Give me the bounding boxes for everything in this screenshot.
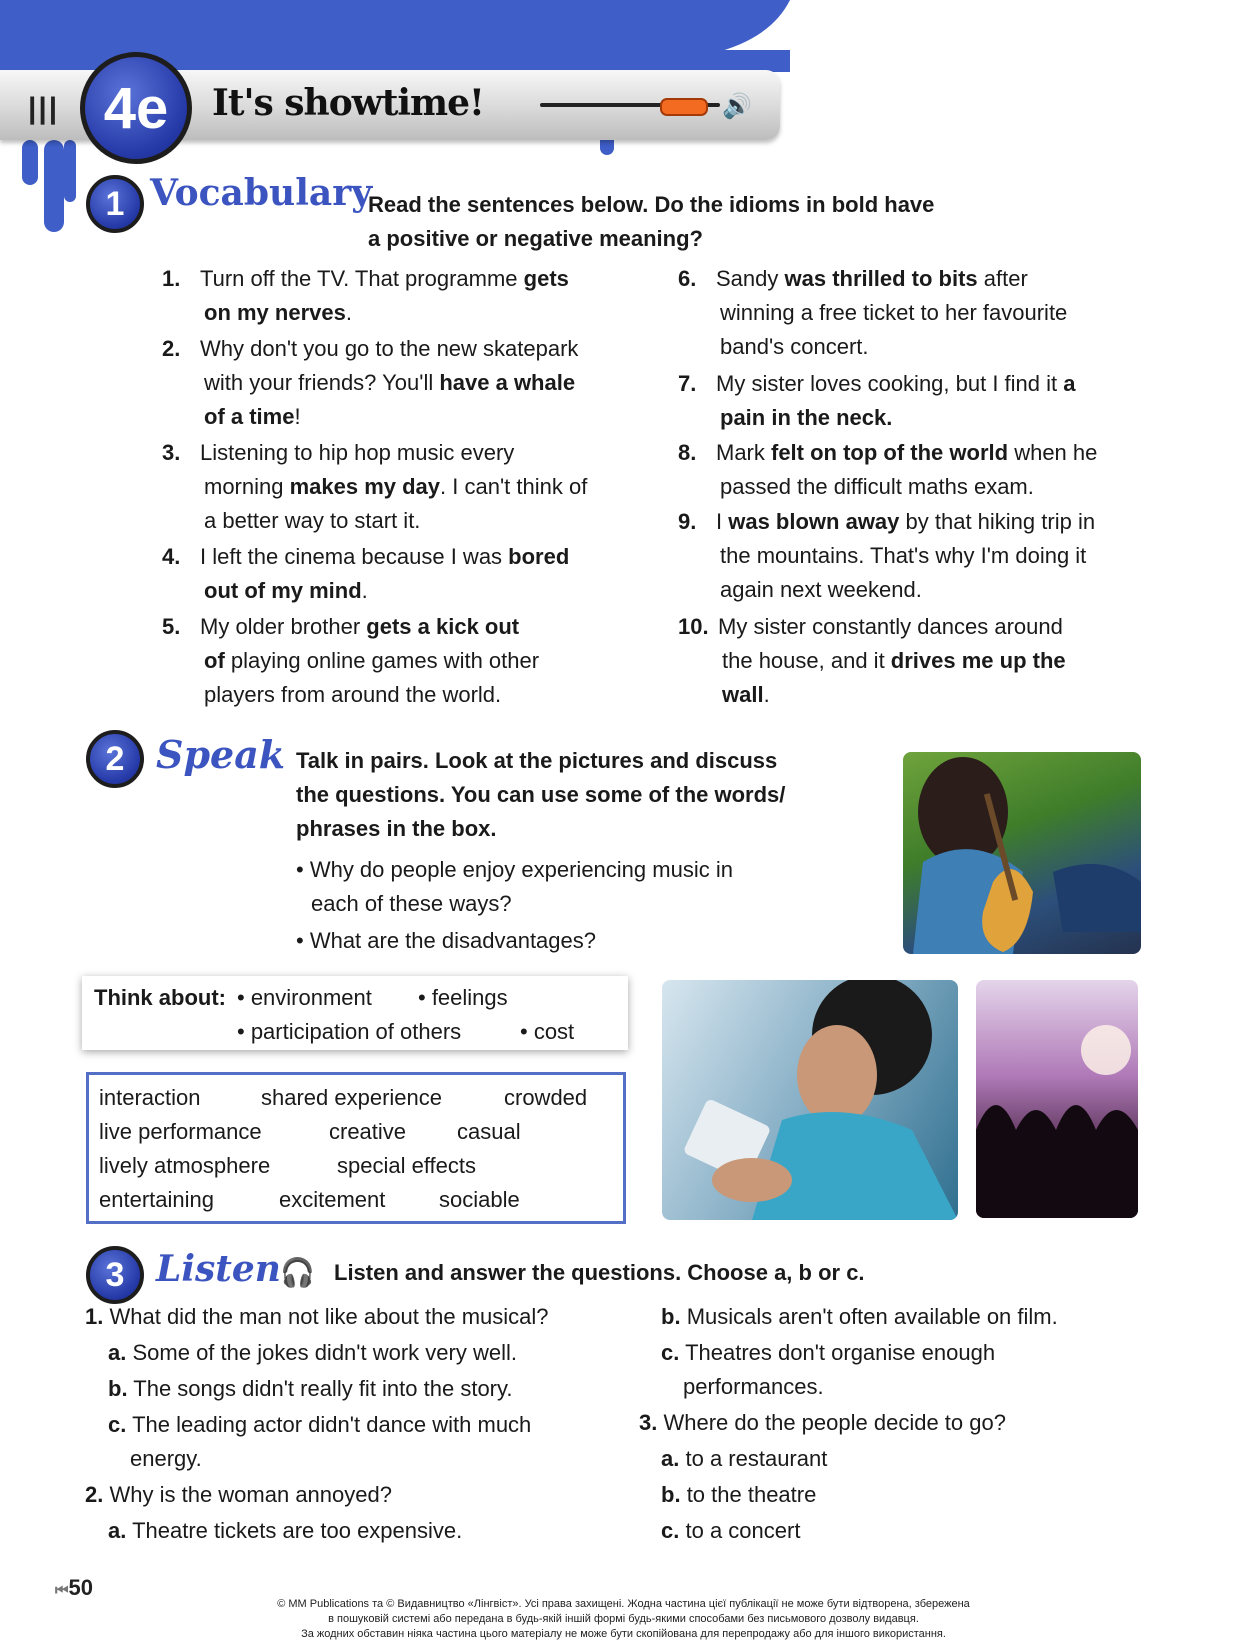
copyright-footer [0, 1597, 1247, 1642]
option-text: Musicals aren't often available on film. [686, 1304, 1058, 1329]
sentence-text: again next weekend. [720, 577, 922, 602]
section-3-instruction: Listen and answer the questions. Choose a, b or c. [334, 1260, 865, 1285]
think-about-label: Think about: [94, 985, 226, 1010]
option-label: a. [108, 1340, 127, 1365]
idiom-bold: wall [722, 682, 764, 707]
idiom-bold: gets [523, 266, 569, 291]
idiom-bold: drives me up the [890, 648, 1066, 673]
vocab-item-line [204, 470, 587, 504]
vocab-item-line [200, 332, 578, 366]
word: casual [457, 1119, 521, 1144]
vocab-item-number: 6. [678, 266, 697, 291]
vocab-item-line [204, 504, 420, 538]
option-text: Theatre tickets are too expensive. [132, 1518, 463, 1543]
section-1-instruction-line1: Read the sentences below. Do the idioms in bold have [368, 192, 935, 217]
vocab-item-line [716, 436, 1097, 470]
word-box [86, 1072, 626, 1224]
vocab-item-line [200, 436, 514, 470]
sentence-text: after [977, 266, 1028, 291]
page-number-value: 50 [68, 1575, 93, 1600]
vocab-item-line [720, 470, 1034, 504]
option-text: What did the man not like about the musical? [109, 1304, 549, 1329]
word: shared experience [261, 1085, 443, 1110]
sentence-text: the house, and it [722, 648, 891, 673]
vocab-item-line [716, 505, 1095, 539]
listening-question [85, 1478, 392, 1512]
vocab-item-number: 9. [678, 509, 697, 534]
sentence-text: morning [204, 474, 290, 499]
sentence-text: passed the difficult maths exam. [720, 474, 1034, 499]
sentence-text: . I can't think of [440, 474, 588, 499]
word: live performance [99, 1119, 262, 1144]
option-text: performances. [683, 1374, 824, 1399]
sentence-text: winning a free ticket to her favourite [720, 300, 1068, 325]
sentence-text: Why don't you go to the new skatepark [200, 336, 579, 361]
answer-option[interactable] [108, 1372, 512, 1406]
vocab-item-line [204, 366, 575, 400]
vocab-item-line [204, 296, 352, 330]
section-2-title: Speak [156, 732, 286, 777]
sentence-text: players from around the world. [204, 682, 502, 707]
vocab-item-line [722, 644, 1066, 678]
vocab-item-line [718, 610, 1063, 644]
vocab-item-line [200, 262, 569, 296]
idiom-bold: was thrilled to bits [784, 266, 978, 291]
vocab-item-line [720, 401, 892, 435]
vocab-item-number: 4. [162, 544, 181, 569]
vocab-item-number: 10. [678, 614, 709, 639]
idiom-bold: on my nerves [204, 300, 346, 325]
question-bullet-2: • What are the disadvantages? [296, 928, 596, 953]
idiom-bold: have a whale [439, 370, 576, 395]
vocab-item-line [204, 644, 539, 678]
option-label: c. [661, 1518, 680, 1543]
answer-option[interactable] [661, 1478, 816, 1512]
section-2-instruction-line3: phrases in the box. [296, 816, 497, 841]
idiom-bold: of a time [204, 404, 295, 429]
vocab-item-line [720, 573, 922, 607]
idiom-bold: a [1063, 371, 1076, 396]
section-1-instruction-line2: a positive or negative meaning? [368, 226, 703, 251]
sentence-text: My older brother [200, 614, 367, 639]
answer-option[interactable] [130, 1442, 202, 1476]
vocab-item-number: 2. [162, 336, 181, 361]
option-text: Why is the woman annoyed? [109, 1482, 392, 1507]
sentence-text: My sister constantly dances around [718, 614, 1063, 639]
section-1-number: 1 [86, 175, 144, 233]
previous-arrow-icon[interactable]: ⏮ [55, 1582, 69, 1599]
word: entertaining [99, 1187, 214, 1212]
word: creative [329, 1119, 407, 1144]
answer-option[interactable] [661, 1514, 800, 1548]
idiom-bold: felt on top of the world [771, 440, 1009, 465]
option-text: Where do the people decide to go? [663, 1410, 1006, 1435]
sentence-text: Listening to hip hop music every [200, 440, 515, 465]
idiom-bold: pain in the neck. [720, 405, 893, 430]
answer-option[interactable] [661, 1300, 1058, 1334]
answer-option[interactable] [661, 1336, 995, 1370]
sentence-text: . [361, 578, 368, 603]
option-label: 3. [639, 1410, 658, 1435]
idiom-bold: out of my mind [204, 578, 362, 603]
vocab-item-line [716, 367, 1076, 401]
sentence-text: . [763, 682, 770, 707]
word: special effects [337, 1153, 477, 1178]
page-title: It's showtime! [212, 82, 484, 124]
sentence-text: a better way to start it. [204, 508, 421, 533]
vocab-item-line [722, 678, 770, 712]
option-label: 2. [85, 1482, 104, 1507]
option-label: a. [108, 1518, 127, 1543]
idiom-bold: gets a kick out [366, 614, 520, 639]
footer-line: в пошуковій системі або передана в будь-якій іншій формі будь-якими способами без письмового дозволу видавця. [328, 1613, 919, 1625]
word: crowded [504, 1085, 588, 1110]
option-text: Some of the jokes didn't work very well. [132, 1340, 517, 1365]
sentence-text: . [345, 300, 352, 325]
section-3-title: Listen [156, 1248, 281, 1290]
answer-option[interactable] [108, 1514, 462, 1548]
footer-line: © MM Publications та © Видавництво «Лінгвіст». Усі права захищені. Жодна частина цієї публікації не може бути відтворена, збережена [277, 1598, 970, 1610]
sentence-text: by that hiking trip in [899, 509, 1096, 534]
vocab-item-line [204, 574, 368, 608]
vocab-item-number: 7. [678, 371, 697, 396]
answer-option[interactable] [683, 1370, 824, 1404]
vocab-item-line [200, 540, 569, 574]
sentence-text: Turn off the TV. That programme [200, 266, 524, 291]
option-text: to a restaurant [685, 1446, 828, 1471]
section-2-instruction-line1: Talk in pairs. Look at the pictures and discuss [296, 748, 778, 773]
vocab-item-number: 3. [162, 440, 181, 465]
audio-slider-knob[interactable] [660, 98, 708, 116]
option-label: b. [108, 1376, 128, 1401]
sentence-text: My sister loves cooking, but I find it [716, 371, 1064, 396]
vocab-item-line [200, 610, 519, 644]
sentence-text: band's concert. [720, 334, 869, 359]
idiom-bold: was blown away [728, 509, 900, 534]
option-label: b. [661, 1304, 681, 1329]
option-label: c. [661, 1340, 680, 1365]
think-item: • environment [237, 985, 372, 1010]
word: excitement [279, 1187, 386, 1212]
photo-headphones-phone [662, 980, 958, 1220]
sentence-text: ! [294, 404, 301, 429]
think-item: • participation of others [237, 1019, 462, 1044]
idiom-bold: makes my day [289, 474, 441, 499]
think-about-box [82, 976, 628, 1050]
sentence-text: playing online games with other [224, 648, 540, 673]
idiom-bold: bored [508, 544, 570, 569]
vocab-item-line [720, 296, 1067, 330]
sentence-text: Sandy [716, 266, 785, 291]
word: sociable [439, 1187, 520, 1212]
idiom-bold: of [204, 648, 225, 673]
unit-badge: 4e [80, 52, 192, 164]
question-bullet-1-cont: each of these ways? [311, 891, 512, 916]
option-text: The leading actor didn't dance with much [132, 1412, 532, 1437]
listening-question [85, 1300, 549, 1334]
sentence-text: Mark [716, 440, 771, 465]
word: interaction [99, 1085, 201, 1110]
option-label: b. [661, 1482, 681, 1507]
option-text: to the theatre [686, 1482, 817, 1507]
option-label: a. [661, 1446, 680, 1471]
listening-question [639, 1406, 1006, 1440]
answer-option[interactable] [108, 1336, 517, 1370]
speaker-icon[interactable]: 🔊 [722, 93, 752, 120]
sentence-text: I left the cinema because I was [200, 544, 509, 569]
option-label: c. [108, 1412, 127, 1437]
section-3-number: 3 [86, 1246, 144, 1304]
vocab-item-line [204, 400, 301, 434]
section-2-instruction-line2: the questions. You can use some of the words/ [296, 782, 786, 807]
question-bullet-1: • Why do people enjoy experiencing music in [296, 857, 733, 882]
option-text: The songs didn't really fit into the story. [133, 1376, 513, 1401]
photo-guitar-in-park [903, 752, 1141, 954]
option-label: 1. [85, 1304, 104, 1329]
option-text: energy. [130, 1446, 202, 1471]
answer-option[interactable] [661, 1442, 827, 1476]
vocab-item-number: 1. [162, 266, 181, 291]
headphones-icon: 🎧 [280, 1257, 315, 1288]
footer-line: За жодних обставин ніяка частина цього матеріалу не може бути скопійована для перепродажу або для іншого використання. [301, 1628, 946, 1640]
photo-concert-crowd [976, 980, 1138, 1218]
vocab-item-number: 8. [678, 440, 697, 465]
sentence-text: the mountains. That's why I'm doing it [720, 543, 1087, 568]
vocab-item-line [716, 262, 1028, 296]
sentence-text: with your friends? You'll [204, 370, 440, 395]
section-1-title: Vocabulary [150, 172, 373, 214]
option-text: to a concert [685, 1518, 801, 1543]
think-item: • cost [520, 1019, 575, 1044]
option-text: Theatres don't organise enough [685, 1340, 996, 1365]
section-2-number: 2 [86, 730, 144, 788]
menu-lines-icon: ||| [28, 92, 60, 125]
answer-option[interactable] [108, 1408, 531, 1442]
word: lively atmosphere [99, 1153, 271, 1178]
sentence-text: when he [1008, 440, 1098, 465]
think-item: • feelings [418, 985, 508, 1010]
vocab-item-line [204, 678, 501, 712]
vocab-item-line [720, 539, 1086, 573]
vocab-item-number: 5. [162, 614, 181, 639]
vocab-item-line [720, 330, 869, 364]
sentence-text: I [716, 509, 729, 534]
